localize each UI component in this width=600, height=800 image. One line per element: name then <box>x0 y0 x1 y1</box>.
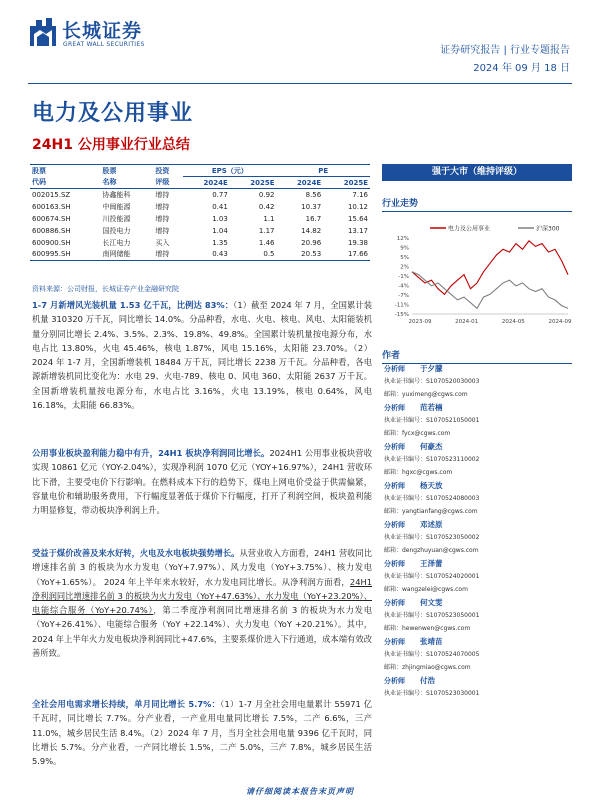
pe-2024: 14.82 <box>301 226 322 235</box>
stock-rating: 增持 <box>155 226 170 235</box>
analyst-cert: 执业证书编号：S1070524020001 <box>384 573 480 580</box>
industry-rating-badge: 强于大市（维持评级） <box>382 164 572 181</box>
header-invest: 投资 <box>153 165 183 177</box>
stock-rating-table <box>30 164 370 261</box>
stock-code: 600886.SH <box>32 226 71 235</box>
analyst-email[interactable]: 邮箱：yangtianfang@cgws.com <box>384 508 478 515</box>
y-tick-label: 9% <box>400 245 409 252</box>
pe-2024: 16.7 <box>305 214 322 223</box>
legend-label-hs300: 沪深300 <box>536 225 560 233</box>
y-tick-label: -11% <box>394 302 409 309</box>
stock-name: 中闽能源 <box>102 202 131 211</box>
table-row <box>30 225 370 237</box>
great-wall-logo-icon <box>28 16 58 48</box>
x-tick-label: 2024-09 <box>548 319 572 325</box>
series-line-hs300 <box>412 272 568 309</box>
report-date: 2024 年 09 月 18 日 <box>473 63 570 74</box>
stock-rating: 增持 <box>155 214 170 223</box>
y-tick-label: 2% <box>400 264 409 271</box>
page-title: 电力及公用事业 <box>32 101 194 126</box>
analyst-role: 分析师 <box>384 560 405 568</box>
table-row <box>30 201 370 213</box>
analyst-email[interactable]: 邮箱：zhjingmiao@cgws.com <box>384 664 471 671</box>
analyst-entry <box>384 557 572 596</box>
header-pe-2025: 2025E <box>323 177 370 189</box>
analyst-entry <box>384 596 572 635</box>
pe-2024: 10.37 <box>301 202 322 211</box>
pe-2025: 10.12 <box>347 202 368 211</box>
analyst-cert: 执业证书编号：S1070523110002 <box>384 456 480 463</box>
eps-2024: 1.35 <box>212 238 228 247</box>
stock-name: 国投电力 <box>102 226 131 235</box>
report-meta <box>440 42 570 78</box>
header-stock-code-1: 股票 <box>30 165 100 177</box>
analyst-email[interactable]: 邮箱：hgxc@cgws.com <box>384 469 453 476</box>
analyst-email[interactable]: 邮箱：fycx@cgws.com <box>384 430 451 437</box>
analyst-role: 分析师 <box>384 638 405 646</box>
analyst-entry <box>384 635 572 674</box>
stock-name: 南网储能 <box>100 249 153 261</box>
stock-code: 600674.SH <box>32 214 71 223</box>
pe-2024: 8.56 <box>305 190 322 199</box>
paragraph-heading: 受益于煤价改善及来水好转，火电及水电板块强势增长。 <box>32 548 240 558</box>
header-divider <box>28 83 572 84</box>
header-stock-name-1: 股票 <box>100 165 153 177</box>
paragraph-body: 2024H1 公用事业板块营收实现 10861 亿元（YOY-2.04%），实现净利润 1070 亿元（YOY+16.97%），24H1 营收环比下滑，主要受电价下行影响。在燃料成本下行的趋势下，煤电上网电价受益于供需偏紧，容量电价和辅助服务费用，下行幅度显著低于煤价下行幅度，打开了利润空间，板块盈利能力明显修复，带动板块净利润上升。 <box>32 448 373 516</box>
table-header-row <box>30 165 370 177</box>
report-type: 证券研究报告 | 行业专题报告 <box>440 45 570 56</box>
stock-code: 600900.SH <box>32 238 71 247</box>
stock-code: 002015.SZ <box>32 190 71 199</box>
table-row <box>30 213 370 225</box>
paragraph-heading: 1-7 月新增风光装机量 1.53 亿千瓦，比例达 83%： <box>32 300 234 310</box>
stock-rating: 买入 <box>155 238 170 247</box>
y-tick-label: -1% <box>398 274 409 280</box>
analyst-cert: 执业证书编号：S1070524070005 <box>384 651 480 658</box>
analyst-email[interactable]: 邮箱：hewenwen@cgws.com <box>384 625 471 632</box>
header-eps-2024: 2024E <box>183 177 230 189</box>
paragraph-body: （1）截至 2024 年 7 月，全国累计装机量 310320 万千瓦，同比增长 14.0%。分品种看，水电、火电、核电、风电、太阳能装机量分别同比增长 2.4%、3.5%、2.3%、19.8%、49.8%。全国累计装机量按电源分布，水电占比 13.80%，火电 45.46%，核电 1.87%，风电 15.16%，太阳能 23.70%。（2）2024 年 1-7 月，全国新增装机 18484 万千瓦，同比增长 2238 万千瓦。分品种看，各电源新增装机同比变化为：水电 29、火电-789、核电 0、风电 360、太阳能 2637 万千瓦。全国新增装机量按电源分布，水电占比 3.16%，火电 13.19%，核电 0.64%，风电 16.18%，太阳能 66.83%。 <box>32 300 373 411</box>
paragraph-installed-capacity <box>32 298 372 412</box>
analyst-role: 分析师 <box>384 677 405 685</box>
paragraph-body: 从营业收入方面看，24H1 营收同比增速排名前 3 的板块为水力发电（YoY+7.97%）、风力发电（YoY+3.75%）、核力发电（YoY+1.65%）。 2024 年上半年来水较好，水力发电同比增长。从净利润方面看， <box>32 548 373 587</box>
stock-code: 600163.SH <box>32 202 71 211</box>
y-tick-label: 5% <box>400 255 409 261</box>
stock-rating: 增持 <box>155 190 170 199</box>
analyst-role: 分析师 <box>384 443 405 451</box>
y-tick-label: -4% <box>398 283 409 290</box>
analyst-cert: 执业证书编号：S1070523050002 <box>384 534 480 541</box>
analyst-entry <box>384 479 572 518</box>
analyst-role: 分析师 <box>384 599 405 607</box>
trend-section-title: 行业走势 <box>382 196 572 212</box>
analyst-name: 何豪杰 <box>420 442 443 451</box>
analyst-name: 邓述原 <box>420 520 443 529</box>
header-pe-2024: 2024E <box>277 177 324 189</box>
analyst-cert: 执业证书编号：S1070523050001 <box>384 612 480 619</box>
header-code: 代码 <box>30 177 100 189</box>
analyst-name: 杨天放 <box>420 481 443 490</box>
authors-list <box>384 362 572 700</box>
analyst-email[interactable]: 邮箱：dengzhuyuan@cgws.com <box>384 547 479 554</box>
paragraph-power-demand <box>32 697 372 768</box>
header-rating: 评级 <box>153 177 183 189</box>
eps-2025: 1.46 <box>258 238 275 247</box>
analyst-role: 分析师 <box>384 365 405 373</box>
eps-2025: 1.17 <box>258 226 275 235</box>
analyst-name: 付浩 <box>420 676 435 685</box>
y-tick-label: -7% <box>398 293 409 299</box>
analyst-cert: 执业证书编号：S1070524080003 <box>384 495 480 502</box>
table-row <box>30 249 370 261</box>
pe-2025: 15.64 <box>347 214 368 223</box>
table-row <box>30 237 370 249</box>
analyst-name: 张靖苗 <box>420 637 443 646</box>
x-tick-label: 2024-05 <box>501 319 525 325</box>
analyst-email[interactable]: 邮箱：wangzelei@cgws.com <box>384 586 468 593</box>
table-source-note: 资料来源：公司财报，长城证券产业金融研究院 <box>32 285 179 293</box>
company-logo <box>28 14 150 54</box>
eps-2024: 0.43 <box>183 249 230 261</box>
analyst-role: 分析师 <box>384 521 405 529</box>
footer-disclaimer: 请仔细阅读本报告末页声明 <box>246 787 354 796</box>
pe-2025: 13.17 <box>347 226 368 235</box>
analyst-name: 范若楠 <box>420 403 443 412</box>
pe-2024: 20.96 <box>301 238 322 247</box>
paragraph-heading: 全社会用电需求增长持续，单月同比增长 5.7%： <box>32 699 221 709</box>
analyst-entry <box>384 440 572 479</box>
eps-2025: 1.1 <box>263 214 275 223</box>
series-line-industry <box>412 241 568 294</box>
analyst-email[interactable]: 邮箱：yuximeng@cgws.com <box>384 391 468 398</box>
industry-trend-chart <box>382 218 572 330</box>
paragraph-heading: 公用事业板块盈利能力稳中有升，24H1 板块净利润同比增长。 <box>32 448 270 458</box>
x-tick-label: 2023-09 <box>408 319 432 325</box>
analyst-cert: 执业证书编号：S1070521050001 <box>384 417 480 424</box>
stock-code: 600995.SH <box>30 249 100 261</box>
x-tick-label: 2024-01 <box>455 319 479 325</box>
stock-name: 协鑫能科 <box>102 190 131 199</box>
logo-english-name: GREAT WALL SECURITIES <box>63 41 145 48</box>
stock-name: 长江电力 <box>102 238 131 247</box>
analyst-role: 分析师 <box>384 482 405 490</box>
analyst-entry <box>384 401 572 440</box>
eps-2024: 1.03 <box>212 214 228 223</box>
table-header-row <box>30 177 370 189</box>
pe-2025: 7.16 <box>352 190 368 199</box>
y-tick-label: 12% <box>396 236 409 242</box>
analyst-cert: 执业证书编号：S1070520030003 <box>384 378 480 385</box>
eps-2025: 0.5 <box>230 249 277 261</box>
header-name: 名称 <box>100 177 153 189</box>
pe-2025: 19.38 <box>347 238 368 247</box>
paragraph-body: （1）1-7 月全社会用电量累计 55971 亿千瓦时，同比增长 7.7%。分产业看，一产业用电量同比增长 7.5%，二产 6.6%，三产 11.0%，城乡居民生活 8.4%。（2）2024 年 7 月，当月全社会用电量 9396 亿千瓦时，同比增长 5.7%。分产业看，一产同比增长 1.5%，二产 5.0%，三产 7.8%，城乡居民生活 5.9%。 <box>32 699 372 767</box>
eps-2024: 0.41 <box>212 202 228 211</box>
page-subtitle: 24H1 公用事业行业总结 <box>32 137 190 153</box>
stock-name: 川投能源 <box>102 214 131 223</box>
analyst-name: 王泽蕾 <box>420 559 443 568</box>
header-pe: PE <box>277 165 371 177</box>
analyst-entry <box>384 518 572 557</box>
stock-rating: 增持 <box>155 202 170 211</box>
header-eps-2025: 2025E <box>230 177 277 189</box>
legend-label-industry: 电力及公用事业 <box>448 225 491 233</box>
header-eps: EPS（元） <box>183 165 276 177</box>
eps-2024: 1.04 <box>212 226 228 235</box>
paragraph-body: ，第二季度净利润同比增速排名前 3 的板块为水力发电（YoY+26.41%）、电能综合服务（YoY +22.14%）、火力发电（YoY +20.21%）。其中，2024 年上半年火力发电板块净利润同比+47.6%，主要系煤价进入下行通道，成本端有效改善所致。 <box>32 605 372 659</box>
analyst-name: 于夕朦 <box>420 364 443 373</box>
eps-2025: 0.92 <box>258 190 275 199</box>
logo-chinese-name: 长城证券 <box>62 20 143 42</box>
eps-2025: 0.42 <box>258 202 275 211</box>
table-row <box>30 189 370 201</box>
analyst-name: 何文雯 <box>420 598 443 607</box>
y-tick-label: -15% <box>394 312 409 318</box>
stock-rating: 增持 <box>153 249 183 261</box>
paragraph-sector-growth <box>32 546 372 660</box>
analyst-entry <box>384 362 572 401</box>
paragraph-underlined-text: 24H1 净利润同比增速排名前 3 的板块为火力发电（YoY+47.63%）、水力发电（YoY+23.20%）、电能综合服务（YoY+20.74%） <box>32 576 372 616</box>
analyst-entry <box>384 674 572 700</box>
analyst-role: 分析师 <box>384 404 405 412</box>
analyst-cert: 执业证书编号：S1070523030001 <box>384 690 480 697</box>
pe-2024: 20.53 <box>277 249 324 261</box>
authors-section-title: 作者 <box>382 348 572 364</box>
eps-2024: 0.77 <box>212 190 228 199</box>
paragraph-profitability <box>32 446 372 517</box>
pe-2025: 17.66 <box>323 249 370 261</box>
